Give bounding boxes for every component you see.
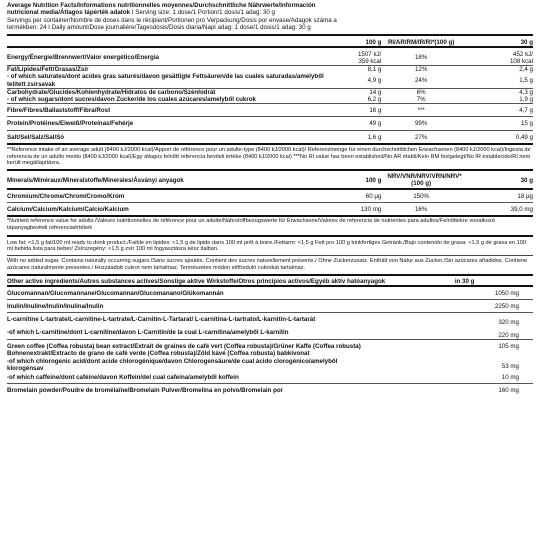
- no-sugar-claim: With no added sugar. Contains naturally occurring sugars./Sans sucres ajoutés. Contient des sucres naturellement présents./ Ohne Zuckerzusatz. Enthält von Natur aus Zucker./Sin azúcares añadidos. Contiene azúcares naturalmente presentes./ Hozzáadott cukrot nem tartalmaz. Természetes módon előforduló cukrokat tartalmaz.: [7, 258, 528, 272]
- energy-kj-100g: 1507 kJ/: [357, 50, 382, 58]
- ingredients-table: [7, 278, 533, 394]
- table-row: [7, 117, 533, 130]
- chlorogenic-label: -of which chlorogenic acid/dont acide chlorogénique/davon Chlorogensäure/de cual ácido clorogénico/amelyből klorogénsav: [7, 358, 338, 373]
- table-row: [7, 88, 533, 96]
- table-row: [7, 193, 533, 203]
- fibre-30g: 4,7 g: [455, 104, 533, 117]
- glucomannan-label: Glucomannan/Glucomannane/Glucomannan/Glucomanano/Glükomannán: [7, 290, 224, 298]
- inulin-value: 2250 mg: [396, 300, 533, 313]
- minerals-col-nrv: NRV/VNR/NRV/VRN/NRV* (100 g): [387, 173, 462, 188]
- carbohydrate-100g: 14 g: [329, 88, 387, 96]
- table-row: [7, 73, 533, 88]
- table-row: [7, 339, 533, 357]
- fat-label: Fat/Lipides/Fett/Grasas/Zsír: [7, 66, 329, 74]
- table-row: [7, 300, 533, 313]
- salt-30g: 0,49 g: [455, 130, 533, 143]
- glucomannan-value: 1050 mg: [494, 290, 519, 298]
- salt-100g: 1,6 g: [329, 130, 387, 143]
- green-coffee-label: Green coffee (Coffea robusta) bean extract/Extrait de graines de café vert (Coffea robusta)/Grüner Kaffe (Coffea robusta) Bohnenextrakt/Extracto de grano de café verde (Coffea robusta)/Zöld kávé (Coffea robusta) babkivonat: [7, 339, 396, 357]
- green-coffee-value: 105 mg: [396, 339, 533, 357]
- carbohydrate-label: Carbohydrate/Glucides/Kohlenhydrate/Hidratos de carbono/Szénhidrát: [7, 88, 329, 96]
- fibre-100g: 16 g: [329, 104, 387, 117]
- bromelain-value: 160 mg: [396, 383, 533, 394]
- saturates-label: - of which saturates/dont acides gras saturés/davon gesättigte Fettsäuren/de las cuales saturadas/amelyből telített zsírsavak: [7, 73, 324, 88]
- energy-ri: 18%: [414, 54, 428, 62]
- table-row: [7, 383, 533, 394]
- table-row: [7, 202, 533, 215]
- chromium-100g: 60 μg: [365, 192, 382, 200]
- energy-kj-30g: 452 kJ/: [513, 50, 533, 58]
- table-row: [7, 130, 533, 143]
- sugars-100g: 6,2 g: [367, 96, 382, 104]
- fibre-label: Fibre/Fibres/Ballaststoff/Fibra/Rost: [7, 104, 329, 117]
- sugars-ri: 7%: [416, 96, 426, 104]
- protein-label: Protein/Protéines/Eiweiß/Proteínas/Fehérje: [7, 117, 329, 130]
- header-title-line2: nutricional media/Átlagos tápérték adatok: [7, 9, 131, 17]
- chlorogenic-value: 53 mg: [501, 363, 519, 371]
- minerals-col-100g: 100 g: [365, 176, 382, 184]
- table-row: [7, 357, 533, 372]
- table-row: [7, 290, 533, 300]
- salt-label: Salt/Sel/Salz/Sal/Só: [7, 130, 329, 143]
- protein-100g: 49 g: [329, 117, 387, 130]
- calcium-label: Calcium/Calcium/Kalcium/Calcio/Kalcium: [7, 202, 329, 215]
- fibre-ri: ***: [387, 104, 455, 117]
- servings-line2: termékben: 24 I Daily amount/Dose journalière/Tagesdosis/Dosis diaria/Napi adag: 1 dose/1 dosis/1 adag: 30 g: [7, 24, 311, 32]
- table-row: [7, 66, 533, 74]
- carbohydrate-ri: 6%: [387, 88, 455, 96]
- saturates-100g: 4,9 g: [367, 77, 382, 85]
- protein-30g: 15 g: [455, 117, 533, 130]
- table-row: [7, 373, 533, 384]
- nutrition-header: [7, 2, 533, 32]
- nrv-footnote: *Nutrient reference value for adults./Valeurs nutritionnelles de référence pour un adulte/Nährstoffbezugswerte für Erwachsene/Valores de referencia de nutrientes para adultos/Felnőttekre vonatkozó tápanyagbeviteli referenciaértékek: [7, 218, 495, 231]
- carnitine-value: 320 mg: [396, 313, 533, 327]
- caffeine-label: -of which caffeine/dont caféine/davon Koffein/del cual cafeína/amelyből koffein: [7, 373, 239, 381]
- table-row: [7, 104, 533, 117]
- table-row: [7, 327, 533, 340]
- sugars-label: - of which sugars/dont sucres/davon Zucker/de los cuales azúcares/amelyből cukrok: [7, 96, 256, 104]
- minerals-table: [7, 173, 533, 215]
- chromium-label: Chromium/Chrome/Chrom/Cromo/Króm: [7, 192, 125, 200]
- sugars-30g: 1,9 g: [519, 96, 533, 104]
- chromium-nrv: 150%: [413, 192, 430, 200]
- carbohydrate-30g: 4,3 g: [455, 88, 533, 96]
- serving-info: I Serving size: 1 dose/1 Portion/1 dosis/1 adag: 30 g: [131, 9, 275, 17]
- calcium-100g: 130 mg: [329, 202, 387, 215]
- table-row: [7, 96, 533, 104]
- calcium-30g: 39,0 mg: [455, 202, 533, 215]
- saturates-30g: 1,5 g: [519, 77, 533, 85]
- ingredients-title: Other active ingredients/Autres substances actives/Sonstige aktive Wirkstoffe/Otros principios activos/Egyéb aktív hatóanyagok: [7, 277, 386, 285]
- servings-line1: Servings per container/Nombre de doses dans le récipient/Portionen pro Verpackung/Dosis por envase/Adagok száma a: [7, 16, 337, 24]
- fat-100g: 8,1 g: [329, 66, 387, 74]
- minerals-col-30g: 30 g: [520, 176, 533, 184]
- nutrition-table: [7, 39, 533, 143]
- fat-ri: 12%: [387, 66, 455, 74]
- minerals-title: Minerals/Minéraux/Mineralstoffe/Minerales/Ásványi anyagok: [7, 176, 184, 184]
- chromium-30g: 18 μg: [517, 192, 533, 200]
- energy-kcal-30g: 108 kcal: [509, 58, 533, 66]
- energy-label: Energy/Énergie/Brennwert/Valor energético/Energia: [7, 54, 159, 62]
- ri-footnote: **Reference intake of an average adult (8400 kJ/2000 kcal)/Apport de référence pour un adulte-type (8400 kJ/2000 kcal)/ Referenzmenge für einen durchschnittlichen Erwachsenen (8400 kJ/2000 kcal)/Ingesta de referencia de un adulto medio (8400 kJ/2000 kcal)/Egy átlagos felnőtt referencia beviteli értéke (8400 kJ/2000 kcal) ***No RI value has been established/No AR établi/Kein RM festgelegt/No IR establecido/RI nem került megállapításra.: [7, 146, 531, 167]
- col-ri: RI/AR/RM/IR/RI*(100 g): [387, 38, 455, 46]
- calcium-nrv: 16%: [387, 202, 455, 215]
- table-row: [7, 51, 533, 66]
- l-carnitine-value: 220 mg: [498, 331, 519, 339]
- caffeine-value: 10 mg: [501, 373, 519, 381]
- table-row: [7, 313, 533, 327]
- inulin-label: Inulin/Inuline/Inulin/Inulina/Inulin: [7, 300, 396, 313]
- header-title-line1: Average Nutrition Facts/Informations nutritionnelles moyennes/Durchschnittliche Nährwerte/Información: [7, 2, 316, 9]
- energy-kcal-100g: 359 kcal: [358, 58, 382, 66]
- ingredients-col: in 30 g: [454, 277, 475, 285]
- saturates-ri: 24%: [414, 77, 428, 85]
- fat-30g: 2,4 g: [455, 66, 533, 74]
- salt-ri: 27%: [387, 130, 455, 143]
- l-carnitine-label: -of which L-carnitine/dont L-carnitine/davon L-Carnitin/de la cual L-carnitina/amelyből L-karnitin: [7, 328, 289, 336]
- col-30g: 30 g: [520, 38, 533, 46]
- carnitine-label: L-carnitine L-tartrate/L-carnitine-L-tartrate/L-Carnitin-L-Tartarat/ L-carnitina-L-tartrato/L-karnitin-L-tartarát: [7, 313, 396, 327]
- protein-ri: 99%: [387, 117, 455, 130]
- low-fat-claim: Low fat: <1,5 g fat/100 ml ready to drink product./Faible en lipides: <1,5 g de lipide dans 100 ml prêt à boire./Fettarm: <1,5 g Fett pro 100 g trinkfertiges Getränk./Bajo contenido de grasa: <1,5 g de grasa en 100 ml bebida lista para beber/ Zsírszegény: <1,5 g zsír 100 ml fogyasztásra kész italban.: [7, 239, 526, 253]
- col-100g: 100 g: [365, 38, 382, 46]
- bromelain-label: Bromelain powder/Poudre de bromélaïne/Bromelain Pulver/Bromelina en polvo/Bromelain por: [7, 383, 396, 394]
